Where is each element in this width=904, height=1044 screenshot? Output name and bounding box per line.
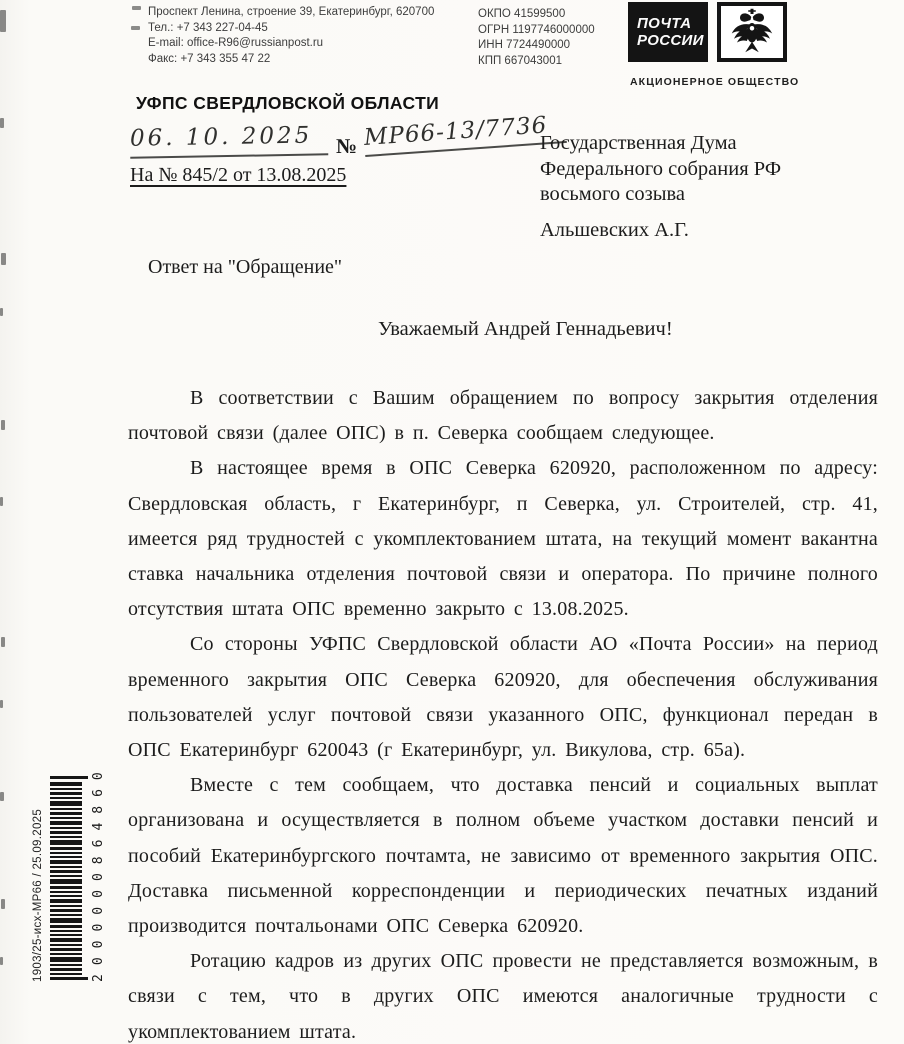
body-paragraph: В настоящее время в ОПС Северка 620920, расположенном по адресу: Свердловская область, г Екатеринбург, п Северка, ул. Строителей, стр. 41, имеется ряд трудностей с укомплектованием штата, на текущий момент вакантна ставка начальника отделения почтовой связи и оператора. По причине полного отсутствия штата ОПС временно закрыто с 13.08.2025. — [128, 457, 878, 621]
barcode-bars — [50, 772, 88, 980]
scan-artifact — [0, 10, 6, 32]
scan-artifact — [0, 792, 4, 801]
scan-artifact — [0, 700, 3, 708]
body-paragraph: Со стороны УФПС Свердловской области АО «Почта России» на период временного закрытия ОПС Северка 620920, для обеспечения обслуживания пользователей услуг почтовой связи указанного ОПС, функционал передан в ОПС Екатеринбург 620043 (г Екатеринбург, ул. Викулова, стр. 65а). — [128, 633, 878, 762]
handwritten-outgoing-date: 06. 10. 2025 — [130, 122, 329, 158]
inn-number: ИНН 7724490000 — [478, 39, 571, 51]
letter-subject: Ответ на "Обращение" — [148, 256, 343, 278]
letterhead-phone: Тел.: +7 343 227-04-45 — [148, 21, 268, 34]
scan-artifact — [1, 253, 6, 265]
incoming-reference: На № 845/2 от 13.08.2025 — [130, 164, 347, 186]
letterhead-address: Проспект Ленина, строение 39, Екатеринбург, 620700 — [148, 6, 435, 18]
letter-body — [128, 381, 878, 1044]
logo-word-line2: РОССИИ — [637, 32, 704, 49]
recipient-line: восьмого созыва — [540, 183, 685, 205]
logo-word-line1: ПОЧТА — [637, 15, 692, 32]
scan-artifact — [1, 420, 5, 430]
body-paragraph: Ротацию кадров из других ОПС провести не представляется возможным, в связи с тем, что в других ОПС имеются аналогичные трудности с укомплектованием штата. — [128, 950, 878, 1043]
handwritten-outgoing-number: МР66-13/7736 — [363, 111, 567, 157]
division-title: УФПС СВЕРДЛОВСКОЙ ОБЛАСТИ — [136, 93, 440, 113]
scan-artifact — [0, 957, 3, 965]
outgoing-barcode — [32, 750, 106, 982]
letterhead-contact-block — [148, 5, 434, 67]
kpp-number: КПП 667043001 — [478, 54, 562, 67]
number-sign: № — [336, 134, 358, 158]
scan-artifact — [132, 6, 141, 10]
barcode-label: 1903/25-исх-МР66 / 25.09.2025 — [32, 808, 44, 982]
letterhead-email: E-mail: office-R96@russianpost.ru — [148, 37, 324, 49]
scan-artifact — [0, 118, 4, 128]
scan-artifact — [131, 26, 140, 30]
org-type-caption: АКЦИОНЕРНОЕ ОБЩЕСТВО — [630, 76, 800, 88]
barcode-digits: 2000000864860 — [91, 763, 106, 982]
letter-salutation: Уважаемый Андрей Геннадьевич! — [378, 318, 673, 340]
double-headed-eagle-icon — [717, 2, 787, 62]
scan-artifact — [0, 308, 3, 316]
recipient-line: Государственная Дума — [540, 132, 737, 154]
recipient-line: Федерального собрания РФ — [540, 157, 782, 180]
letterhead-registration-block — [478, 7, 595, 69]
body-paragraph: В соответствии с Вашим обращением по вопросу закрытия отделения почтовой связи (далее ОПС) в п. Северка сообщаем следующее. — [128, 387, 878, 445]
russian-post-logo — [628, 2, 787, 62]
ogrn-number: ОГРН 1197746000000 — [478, 23, 595, 36]
russian-post-wordmark — [628, 2, 708, 62]
scan-artifact — [1, 637, 5, 647]
scan-artifact — [1, 899, 5, 909]
okpo-number: ОКПО 41599500 — [478, 8, 566, 20]
letterhead-fax: Факс: +7 343 355 47 22 — [148, 52, 271, 65]
recipient-addressee: Альшевских А.Г. — [540, 218, 689, 241]
body-paragraph: Вместе с тем сообщаем, что доставка пенсий и социальных выплат организована и осуществляется в полном объеме участком доставки пенсий и пособий Екатеринбургского почтамта, не зависимо от временного закрытия ОПС. Доставка письменной корреспонденции и периодических печатных изданий производится почтальонами ОПС Северка 620920. — [128, 774, 878, 938]
scan-artifact — [0, 497, 3, 506]
recipient-block — [540, 131, 781, 243]
